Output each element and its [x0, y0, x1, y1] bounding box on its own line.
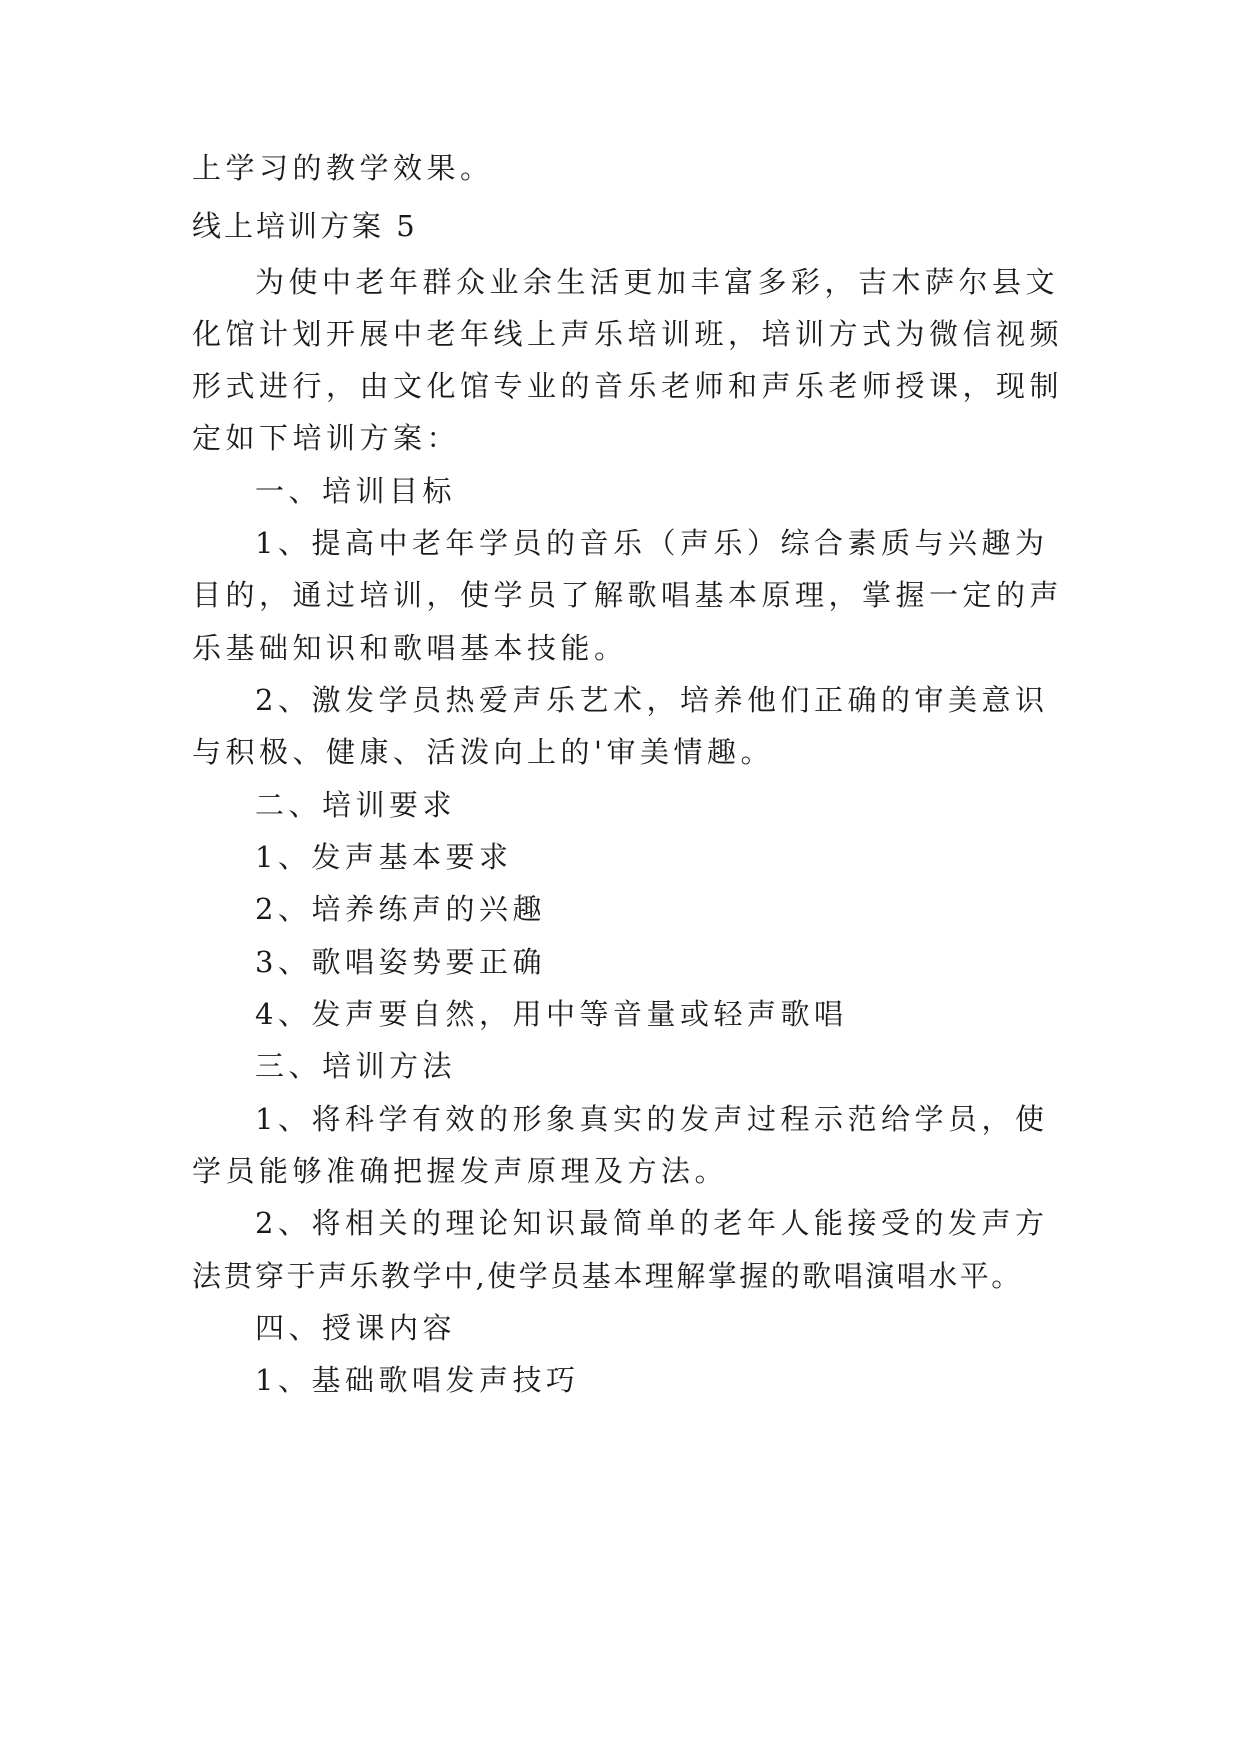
text-line: 上学习的教学效果。	[192, 151, 494, 185]
paragraph-line: 定如下培训方案：	[192, 421, 461, 455]
list-item: 1、发声基本要求	[255, 840, 513, 874]
paragraph-line: 为使中老年群众业余生活更加丰富多彩，吉木萨尔县文	[255, 265, 1060, 299]
paragraph-line: 2、将相关的理论知识最简单的老年人能接受的发声方	[255, 1206, 1049, 1240]
subheading: 二、培训要求	[255, 788, 457, 822]
paragraph-line: 学员能够准确把握发声原理及方法。	[192, 1154, 729, 1188]
paragraph-line: 2、激发学员热爱声乐艺术，培养他们正确的审美意识	[255, 683, 1049, 717]
paragraph-line: 法贯穿于声乐教学中,使学员基本理解掌握的歌唱演唱水平。	[192, 1259, 1023, 1293]
section-heading: 线上培训方案 5	[192, 209, 418, 243]
subheading: 四、授课内容	[255, 1311, 457, 1345]
paragraph-line: 乐基础知识和歌唱基本技能。	[192, 631, 628, 665]
subheading: 一、培训目标	[255, 474, 457, 508]
list-item: 4、发声要自然，用中等音量或轻声歌唱	[255, 997, 848, 1031]
paragraph-line: 1、提高中老年学员的音乐（声乐）综合素质与兴趣为	[255, 526, 1049, 560]
list-item: 1、基础歌唱发声技巧	[255, 1363, 580, 1397]
paragraph-line: 目的，通过培训，使学员了解歌唱基本原理，掌握一定的声	[192, 578, 1064, 612]
paragraph-line: 形式进行，由文化馆专业的音乐老师和声乐老师授课，现制	[192, 369, 1064, 403]
list-item: 2、培养练声的兴趣	[255, 892, 546, 926]
paragraph-line: 1、将科学有效的形象真实的发声过程示范给学员，使	[255, 1102, 1049, 1136]
list-item: 3、歌唱姿势要正确	[255, 945, 546, 979]
paragraph-line: 化馆计划开展中老年线上声乐培训班，培训方式为微信视频	[192, 317, 1064, 351]
subheading: 三、培训方法	[255, 1049, 457, 1083]
paragraph-line: 与积极、健康、活泼向上的'审美情趣。	[192, 735, 774, 769]
